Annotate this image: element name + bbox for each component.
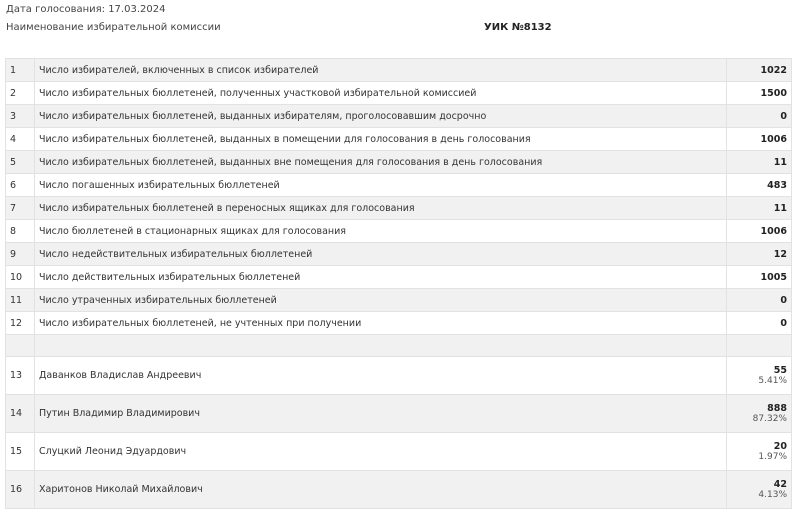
candidate-percent: 5.41% <box>758 376 787 386</box>
row-value: 0 <box>727 105 792 128</box>
voting-date: Дата голосования: 17.03.2024 <box>6 4 166 15</box>
candidate-votes: 55 <box>773 365 787 376</box>
row-value: 1500 <box>727 82 792 105</box>
row-label: Число избирательных бюллетеней, полученных участковой избирательной комиссией <box>35 82 727 105</box>
row-number: 15 <box>6 433 35 471</box>
candidate-votes: 20 <box>773 441 787 452</box>
table-row <box>6 82 792 105</box>
row-number: 4 <box>6 128 35 151</box>
row-number: 12 <box>6 312 35 335</box>
candidate-row <box>6 395 792 433</box>
candidate-result <box>727 471 792 509</box>
table-row <box>6 312 792 335</box>
row-label: Число утраченных избирательных бюллетеней <box>35 289 727 312</box>
row-number: 1 <box>6 59 35 82</box>
candidate-name: Харитонов Николай Михайлович <box>35 471 727 509</box>
candidate-name: Путин Владимир Владимирович <box>35 395 727 433</box>
row-label: Число избирательных бюллетеней, выданных избирателям, проголосовавшим досрочно <box>35 105 727 128</box>
row-number: 16 <box>6 471 35 509</box>
row-label: Число погашенных избирательных бюллетеней <box>35 174 727 197</box>
candidate-percent: 87.32% <box>752 414 787 424</box>
row-value: 0 <box>727 289 792 312</box>
row-number: 6 <box>6 174 35 197</box>
row-number: 11 <box>6 289 35 312</box>
row-label: Число недействительных избирательных бюллетеней <box>35 243 727 266</box>
candidate-row <box>6 471 792 509</box>
row-number: 5 <box>6 151 35 174</box>
commission-name: УИК №8132 <box>484 22 552 33</box>
section-divider-row <box>6 335 792 357</box>
row-number: 2 <box>6 82 35 105</box>
row-number: 13 <box>6 357 35 395</box>
row-number: 7 <box>6 197 35 220</box>
divider-cell <box>35 335 727 357</box>
row-label: Число избирательных бюллетеней, не учтенных при получении <box>35 312 727 335</box>
row-label: Число избирателей, включенных в список избирателей <box>35 59 727 82</box>
results-table <box>5 58 792 509</box>
candidate-votes: 42 <box>773 479 787 490</box>
row-label: Число избирательных бюллетеней в переносных ящиках для голосования <box>35 197 727 220</box>
divider-cell <box>727 335 792 357</box>
candidate-name: Даванков Владислав Андреевич <box>35 357 727 395</box>
row-number: 9 <box>6 243 35 266</box>
row-value: 1006 <box>727 128 792 151</box>
row-value: 11 <box>727 197 792 220</box>
row-label: Число избирательных бюллетеней, выданных вне помещения для голосования в день голосования <box>35 151 727 174</box>
candidate-result <box>727 357 792 395</box>
table-row <box>6 197 792 220</box>
candidate-result <box>727 395 792 433</box>
table-row <box>6 128 792 151</box>
row-value: 11 <box>727 151 792 174</box>
row-value: 483 <box>727 174 792 197</box>
row-label: Число бюллетеней в стационарных ящиках для голосования <box>35 220 727 243</box>
commission-label: Наименование избирательной комиссии <box>6 22 221 33</box>
row-number: 3 <box>6 105 35 128</box>
row-label: Число избирательных бюллетеней, выданных в помещении для голосования в день голосования <box>35 128 727 151</box>
candidate-result <box>727 433 792 471</box>
table-row <box>6 266 792 289</box>
row-value: 12 <box>727 243 792 266</box>
candidate-row <box>6 357 792 395</box>
table-row <box>6 243 792 266</box>
table-row <box>6 289 792 312</box>
row-value: 0 <box>727 312 792 335</box>
divider-cell <box>6 335 35 357</box>
candidate-row <box>6 433 792 471</box>
row-value: 1022 <box>727 59 792 82</box>
table-row <box>6 151 792 174</box>
table-row <box>6 105 792 128</box>
row-label: Число действительных избирательных бюллетеней <box>35 266 727 289</box>
row-value: 1005 <box>727 266 792 289</box>
table-row <box>6 174 792 197</box>
table-row <box>6 220 792 243</box>
row-number: 14 <box>6 395 35 433</box>
candidate-votes: 888 <box>767 403 787 414</box>
candidate-name: Слуцкий Леонид Эдуардович <box>35 433 727 471</box>
row-value: 1006 <box>727 220 792 243</box>
row-number: 8 <box>6 220 35 243</box>
candidate-percent: 4.13% <box>758 490 787 500</box>
row-number: 10 <box>6 266 35 289</box>
table-row <box>6 59 792 82</box>
candidate-percent: 1.97% <box>758 452 787 462</box>
